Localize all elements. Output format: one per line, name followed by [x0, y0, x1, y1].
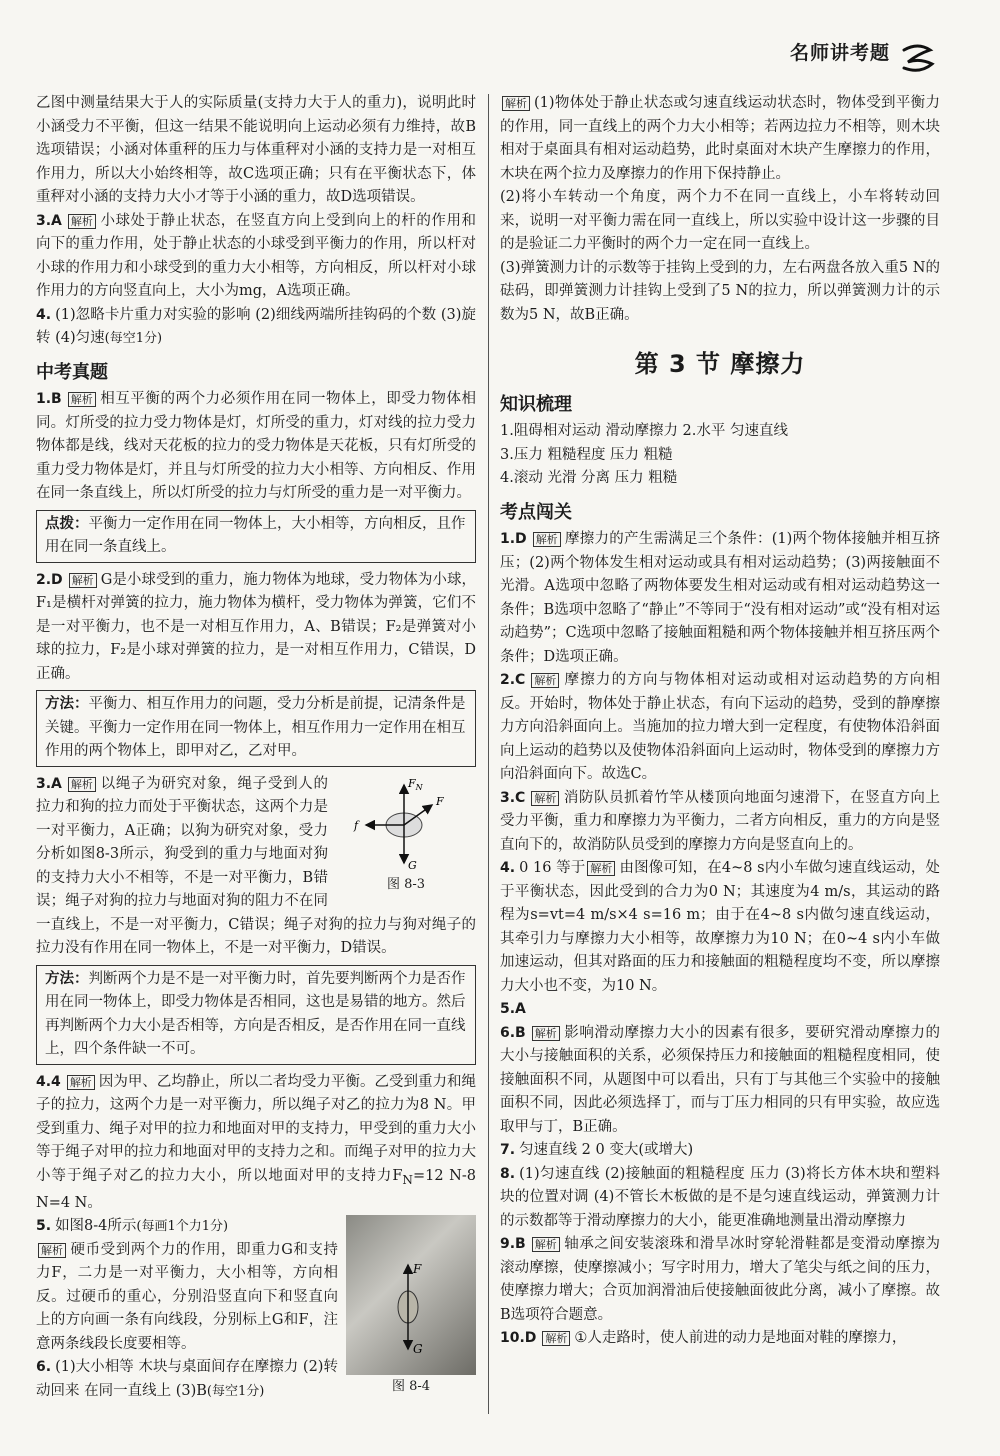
- answer-text: 摩擦力的产生需满足三个条件：(1)两个物体接触并相互挤压；(2)两个物体发生相对运动或具有相对运动趋势；(3)两接触面不光滑。A选项中忽略了两物体要发生相对运动或有相对运动趋势这一条件；B选项中忽略了“静止”不等同于“没有相对运动”或“没有相对运动趋势”；C选项中忽略了接触面粗糙和两个物体接触并相互挤压两个条件；D选项正确。: [500, 531, 940, 665]
- analysis-text-1: (1)物体处于静止状态或匀速直线运动状态时，物体受到平衡力的作用，同一直线上的两个力大小相等；若两边拉力不相等，则木块相对于桌面具有相对运动趋势，此时桌面对木块产生摩擦力的作用，木块在两个拉力及摩擦力的作用下保持静止。: [500, 95, 940, 182]
- answer-text: 小球处于静止状态，在竖直方向上受到向上的杆的作用和向下的重力作用，处于静止状态的小球受到平衡力的作用，所以杆对小球的作用力和小球受到的重力大小相等，方向相反，所以杆对小球作用力的方向竖直向上，大小为mg，A选项正确。: [36, 212, 476, 299]
- answer-number: 4.: [500, 860, 516, 876]
- point-answer-6: [500, 1022, 940, 1140]
- score-note: (每空1分): [104, 331, 163, 346]
- force-diagram: [346, 773, 466, 873]
- tip-label: 点拨：: [45, 515, 89, 532]
- figure-caption: 图 8-3: [386, 876, 426, 892]
- answer-number: 8.: [500, 1165, 516, 1182]
- analysis-tag: 解析: [38, 1243, 66, 1258]
- answer-6-analysis: [500, 92, 940, 186]
- answer-text: (1)大小相等 木块与桌面间存在摩擦力 (2)转动回来 在同一直线上 (3)B: [36, 1359, 338, 1399]
- score-note: (每画1个力1分): [136, 1219, 229, 1235]
- point-answer-5: [500, 998, 940, 1022]
- method-label: 方法：: [45, 696, 89, 712]
- exam-answer-4: [36, 1071, 476, 1216]
- analysis-tag: 解析: [502, 96, 530, 111]
- answer-text: 消防队员抓着竹竿从楼顶向地面匀速滑下，在竖直方向上受力平衡，重力和摩擦力为平衡力，二者方向相反，重力的方向是竖直向下的，故消防队员受到的摩擦力方向是竖直向上的。: [500, 789, 940, 853]
- method-box-2: [36, 965, 476, 1065]
- figure-caption: 图 8-4: [391, 1379, 431, 1395]
- answer-number: 3.A: [36, 212, 62, 229]
- analysis-tag: 解析: [68, 214, 96, 229]
- chapter-title: 第 3 节 摩擦力: [634, 350, 806, 378]
- point-answer-10: [500, 1327, 940, 1351]
- analysis-tag: 解析: [68, 777, 96, 792]
- analysis-tag: 解析: [68, 392, 96, 407]
- point-answer-3: [500, 787, 940, 858]
- section-heading-zhishi: 知识梳理: [500, 393, 572, 415]
- answer-text: 以绳子为研究对象，绳子受到人的拉力和狗的拉力而处于平衡状态，这两个力是一对平衡力，A正确；以狗为研究对象，受力分析如图8-3所示，狗受到的重力与地面对狗的支持力大小不相等，不是一对平衡力，B错误；绳子对狗的拉力与地面对狗的阻力不在同一直线上，不是一对平衡力，C错误；绳子对狗的拉力与狗对绳子的拉力没有作用在同一物体上，不是一对平衡力，D错误。: [36, 775, 476, 956]
- label-f: F: [413, 1262, 422, 1277]
- method-label: 方法：: [45, 970, 89, 987]
- answer-text: (1)匀速直线 (2)接触面的粗糙程度 压力 (3)将长方体木块和塑料块的位置对调 (4)不管长木板做的是不是匀速直线运动，弹簧测力计的示数都等于滑动摩擦力的大小，能更准确地测量出滑动摩擦力: [500, 1165, 940, 1229]
- knowledge-line-1: 1.阻碍相对运动 滑动摩擦力 2.水平 匀速直线: [500, 423, 788, 439]
- point-answer-9: [500, 1233, 940, 1327]
- answer-text: 影响滑动摩擦力大小的因素有很多，要研究滑动摩擦力的大小与接触面积的关系，必须保持压力和接触面的粗糙程度相同，使接触面积不同，从题图中可以看出，只有丁与其他三个实验中的接触面积不同，因此必须选择丁，而与丁压力相同的只有甲实验，故应选取甲与丁，B正确。: [500, 1024, 940, 1135]
- analysis-tag: 解析: [533, 532, 561, 547]
- answer-number: 4.: [36, 306, 52, 323]
- analysis-tag: 解析: [67, 1075, 95, 1090]
- answer-number: 2.C: [500, 672, 526, 688]
- answer-text: 相互平衡的两个力必须作用在同一物体上，即受力物体相同。灯所受的拉力受力物体是灯，灯所受的重力，灯对线的拉力受力物体都是线，线对天花板的拉力的受力物体是天花板，只有灯所受的重力受力物体是灯，并且与灯所受的拉力大小相等、方向相反、作用在同一条直线上，所以灯所受的拉力与灯所受的重力是一对平衡力。: [36, 391, 476, 501]
- coin-photo: [346, 1215, 476, 1375]
- analysis-tag: 解析: [542, 1331, 570, 1346]
- answer-text: (1)忽略卡片重力对实验的影响 (2)细线两端所挂钩码的个数 (3)旋转 (4)匀速: [36, 306, 476, 346]
- answer-text-end: =12 N-8 N=4 N。: [36, 1167, 476, 1211]
- answer-text: 匀速直线 2 0 变大(或增大): [519, 1142, 694, 1158]
- knowledge-line-4: 4.滚动 光滑 分离 压力 粗糙: [500, 470, 678, 486]
- answer-number: 5.A: [500, 1001, 526, 1017]
- answer-text: 因为甲、乙均静止，所以二者均受力平衡。乙受到重力和绳子的拉力，这两个力是一对平衡力，所以绳子对乙的拉力为8 N。甲受到重力、绳子对甲的拉力和地面对甲的支持力，甲受到的重力大小等于绳子对甲的拉力和地面对甲的支持力之和。而绳子对甲的拉力大小等于绳子对乙的拉力大小，所以地面对甲的支持力F: [36, 1073, 476, 1184]
- answer-number: 9.B: [500, 1236, 526, 1252]
- analysis-tag: 解析: [587, 861, 615, 876]
- analysis-text-3: (3)弹簧测力计的示数等于挂钩上受到的力，左右两盘各放入重5 N的砝码，即弹簧测力计挂钩上受到了5 N的拉力，所以弹簧测力计的示数为5 N，故B正确。: [500, 259, 940, 323]
- right-column: [500, 92, 940, 1351]
- header-title: 名师讲考题: [789, 42, 890, 64]
- continued-text: 乙图中测量结果大于人的实际质量(支持力大于人的重力)，说明此时小涵受力不平衡，但这一结果不能说明向上运动必须有力维持，故B选项错误；小涵对体重秤的压力与体重秤对小涵的支持力是一对相互作用力，所以大小始终相等，故C选项正确；只有在平衡状态下，体重秤对小涵的支持力大小才等于小涵的重力，故D选项错误。: [36, 95, 476, 205]
- score-note: (每空1分): [206, 1383, 265, 1399]
- analysis-tag: 解析: [69, 573, 97, 588]
- point-answer-4: [500, 857, 940, 998]
- exam-answer-1: [36, 388, 476, 506]
- method-text: 判断两个力是不是一对平衡力时，首先要判断两个力是否作用在同一物体上，即受力物体是否相同，这也是易错的地方。然后再判断两个力大小是否相等，方向是否相反，是否作用在同一直线上，四个条件缺一不可。: [45, 970, 466, 1057]
- answer-text: 由图像可知，在4~8 s内小车做匀速直线运动，处于平衡状态，因此受到的合力为0 N；其速度为4 m/s，其运动的路程为s=vt=4 m/s×4 s=16 m；由于在4~8 s内做匀速直线运动，其牵引力与摩擦力大小相等，故摩擦力为10 N；在0~4 s内小车做加速运动，但其对路面的压力和接触面的粗糙程度均不变，所以摩擦力大小也不变，为10 N。: [500, 860, 940, 994]
- answer-number: 10.D: [500, 1330, 537, 1346]
- answer-text: G是小球受到的重力，施力物体为地球，受力物体为小球，F₁是横杆对弹簧的拉力，施力物体为横杆，受力物体为弹簧，它们不是一对平衡力，也不是一对相互作用力，A、B错误；F₂是弹簧对小球的拉力，F₂是小球对弹簧的拉力，是一对相互作用力，C错误，D正确。: [36, 571, 476, 682]
- method-text: 平衡力、相互作用力的问题，受力分析是前提，记清条件是关键。平衡力一定作用在同一物体上，相互作用力一定作用在相互作用的两个物体上，即甲对乙，乙对甲。: [45, 696, 466, 759]
- label-fn: $F_N$: [408, 776, 423, 792]
- label-g: G: [408, 858, 417, 872]
- left-column: [36, 92, 476, 1403]
- label-friction: f: [354, 818, 359, 832]
- section-heading-kaodian: 考点闯关: [500, 501, 572, 523]
- figure-8-3: [336, 773, 476, 897]
- answer-number: 3.C: [500, 789, 526, 806]
- subscript: N: [402, 1172, 413, 1187]
- answer-number: 3.A: [36, 775, 62, 792]
- exam-answer-2: [36, 569, 476, 687]
- answer-key: 0 16 等于: [519, 860, 586, 876]
- analysis-tag: 解析: [532, 1026, 560, 1041]
- logo-icon: [898, 40, 938, 76]
- section-heading-zhongkao: 中考真题: [36, 361, 108, 383]
- knowledge-line-3: 3.压力 粗糙程度 压力 粗糙: [500, 446, 673, 463]
- analysis-tag: 解析: [531, 673, 559, 688]
- answer-text: 如图8-4所示: [55, 1218, 137, 1235]
- exam-answer-3: [36, 773, 476, 961]
- answer-text: 硬币受到两个力的作用，即重力G和支持力F，二力是一对平衡力，大小相等，方向相反。过硬币的重心，分别沿竖直向下和竖直向上的方向画一条有向线段，分别标上G和F，注意两条线段长度要相等。: [36, 1241, 338, 1352]
- tip-box: [36, 510, 476, 563]
- answer-number: 6.: [36, 1359, 52, 1376]
- column-divider: [488, 94, 489, 1414]
- figure-8-4: [346, 1215, 476, 1399]
- answer-4: [36, 304, 476, 351]
- analysis-tag: 解析: [531, 791, 559, 806]
- answer-number: 1.B: [36, 391, 62, 407]
- tip-text: 平衡力一定作用在同一物体上，大小相等，方向相反，且作用在同一条直线上。: [45, 515, 466, 555]
- answer-text: 轴承之间安装滚珠和滑旱冰时穿轮滑鞋都是变滑动摩擦为滚动摩擦，使摩擦减小；写字时用力，增大了笔尖与纸之间的压力，使摩擦力增大；合页加润滑油后使接触面彼此分离，减小了摩擦。故B选项符合题意。: [500, 1236, 940, 1323]
- point-answer-2: [500, 669, 940, 787]
- answer-number: 7.: [500, 1142, 516, 1158]
- point-answer-7: [500, 1139, 940, 1163]
- answer-3: [36, 210, 476, 304]
- answer-number: 1.D: [500, 531, 527, 547]
- label-g: G: [413, 1342, 423, 1357]
- answer-number: 2.D: [36, 571, 63, 588]
- answer-text: 摩擦力的方向与物体相对运动或相对运动趋势的方向相反。开始时，物体处于静止状态，有向下运动的趋势，受到的静摩擦力方向沿斜面向上。当施加的拉力增大到一定程度，有使物体沿斜面向上运动的趋势以及使物体沿斜面向上运动时，物体受到的摩擦力方向沿斜面向下。故选C。: [500, 672, 940, 782]
- analysis-text-2: (2)将小车转动一个角度，两个力不在同一直线上，小车将转动回来，说明一对平衡力需在同一直线上，所以实验中设计这一步骤的目的是验证二力平衡时的两个力一定在同一直线上。: [500, 189, 940, 252]
- method-box: [36, 690, 476, 767]
- analysis-tag: 解析: [532, 1237, 560, 1252]
- answer-number: 6.B: [500, 1024, 526, 1041]
- point-answer-1: [500, 528, 940, 669]
- answer-number: 5.: [36, 1218, 52, 1235]
- answer-number: 4.4: [36, 1073, 61, 1090]
- label-f: F: [436, 794, 444, 808]
- answer-text: ①人走路时，使人前进的动力是地面对鞋的摩擦力，: [574, 1330, 907, 1346]
- point-answer-8: [500, 1163, 940, 1234]
